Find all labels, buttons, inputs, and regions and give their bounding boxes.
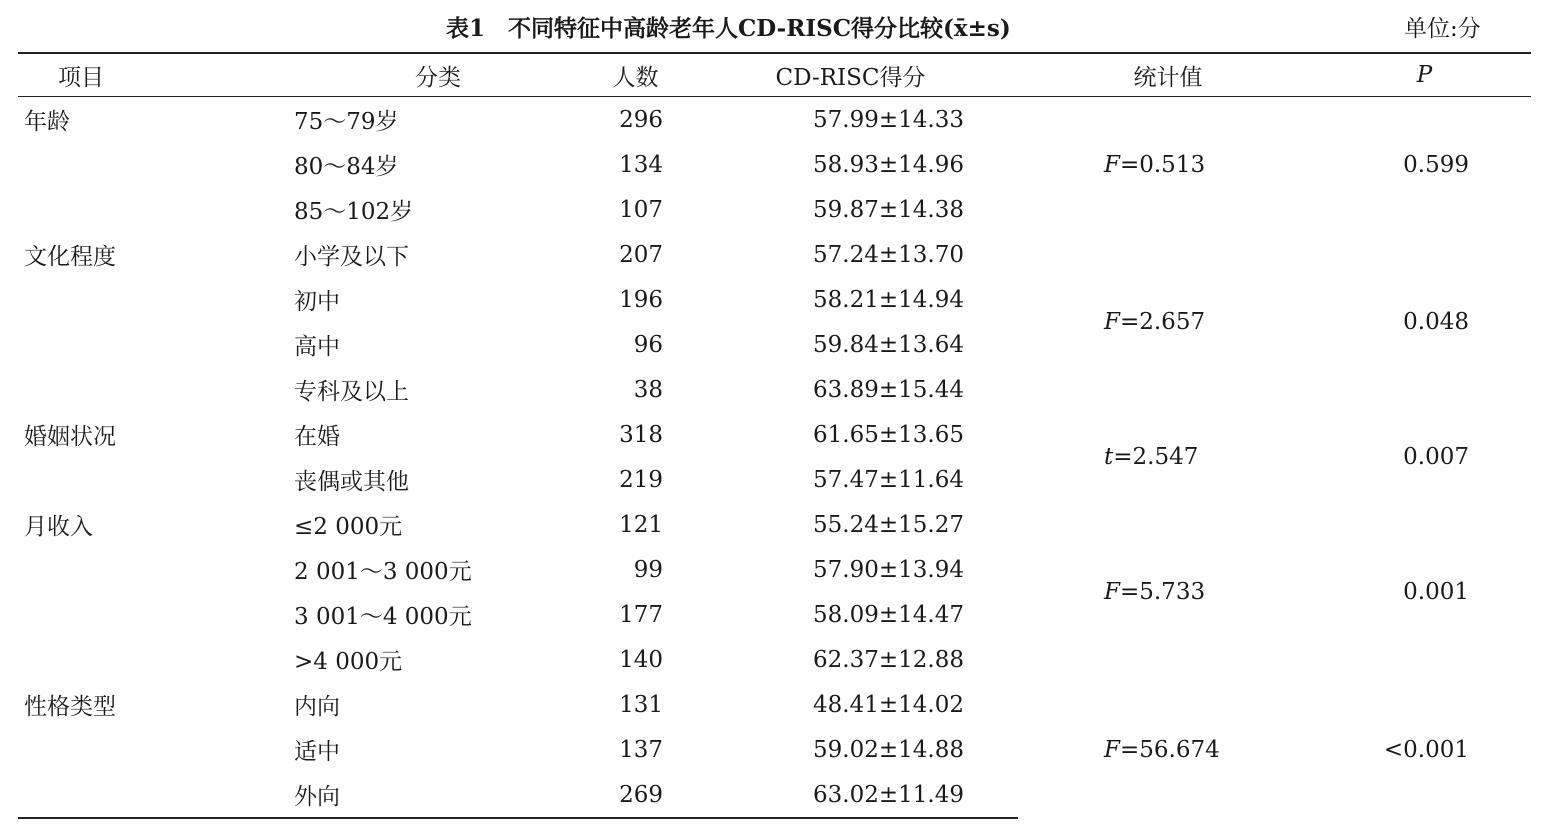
score-cell: 62.37±12.88: [813, 646, 964, 673]
header-p-value: P: [1318, 53, 1531, 97]
category-cell: 85～102岁: [294, 199, 414, 225]
category-cell: ≤2 000元: [294, 514, 403, 540]
count-cell: 318: [619, 421, 663, 448]
statistic-cell: [1018, 682, 1318, 818]
data-table: [18, 52, 1531, 819]
statistic-symbol: F: [1104, 309, 1120, 335]
count-cell: 99: [633, 556, 663, 583]
category-cell: 初中: [294, 289, 340, 315]
category-cell: 高中: [294, 334, 340, 360]
score-cell: 57.90±13.94: [813, 556, 964, 583]
count-cell: 121: [619, 511, 663, 538]
item-cell: [18, 187, 288, 232]
item-cell: [18, 637, 288, 682]
p-value-cell: <0.001: [1383, 737, 1469, 763]
score-cell: 63.89±15.44: [813, 376, 964, 403]
table-row: [18, 682, 1531, 727]
statistic-cell: [1018, 232, 1318, 412]
score-cell: 59.84±13.64: [813, 331, 964, 358]
count-cell: 140: [619, 646, 663, 673]
category-cell: 专科及以上: [294, 379, 409, 405]
score-cell: 55.24±15.27: [813, 511, 964, 538]
statistic-symbol: F: [1104, 737, 1120, 763]
category-cell: 80～84岁: [294, 154, 399, 180]
count-cell: 207: [619, 241, 663, 268]
header-row: [18, 53, 1531, 97]
count-cell: 134: [619, 151, 663, 178]
p-value-cell: 0.048: [1403, 309, 1469, 335]
item-cell: [18, 772, 288, 818]
score-cell: 57.47±11.64: [813, 466, 964, 493]
p-value-cell: 0.599: [1403, 151, 1469, 178]
table-row: [18, 412, 1531, 457]
score-cell: 58.21±14.94: [813, 286, 964, 313]
statistic-cell: [1018, 412, 1318, 502]
statistic-symbol: F: [1104, 151, 1120, 178]
category-cell: 丧偶或其他: [294, 469, 409, 495]
item-cell: [18, 727, 288, 772]
p-value-cell: 0.007: [1403, 444, 1469, 470]
score-cell: 63.02±11.49: [683, 772, 1018, 818]
count-cell: 269: [588, 772, 683, 818]
statistic-cell: [1018, 502, 1318, 682]
item-cell: [18, 457, 288, 502]
statistic-symbol: t: [1104, 444, 1114, 470]
category-cell: 2 001～3 000元: [294, 559, 472, 585]
header-score: CD-RISC得分: [683, 53, 1018, 97]
item-cell: 性格类型: [24, 694, 116, 720]
statistic-value: =0.513: [1119, 151, 1206, 178]
header-count: 人数: [588, 53, 683, 97]
header-statistic: 统计值: [1018, 53, 1318, 97]
count-cell: 107: [619, 196, 663, 223]
count-cell: 137: [619, 736, 663, 763]
statistic-value: =2.547: [1113, 444, 1199, 470]
item-cell: 年龄: [24, 109, 70, 135]
item-cell: [18, 322, 288, 367]
statistic-value: =56.674: [1119, 737, 1220, 763]
statistic-value: =2.657: [1119, 309, 1206, 335]
category-cell: 在婚: [294, 424, 340, 450]
item-cell: [18, 547, 288, 592]
header-category: 分类: [288, 53, 588, 97]
table-body: [18, 97, 1531, 819]
score-cell: 58.93±14.96: [813, 151, 964, 178]
count-cell: 219: [619, 466, 663, 493]
count-cell: 38: [633, 376, 663, 403]
item-cell: [18, 142, 288, 187]
table-row: [18, 232, 1531, 277]
table-row: [18, 97, 1531, 143]
count-cell: 96: [633, 331, 663, 358]
category-cell: >4 000元: [294, 649, 403, 675]
category-cell: 适中: [294, 739, 340, 765]
count-cell: 296: [619, 106, 663, 133]
score-cell: 59.02±14.88: [813, 736, 964, 763]
count-cell: 131: [619, 691, 663, 718]
item-cell: 婚姻状况: [24, 424, 116, 450]
statistic-cell: [1018, 97, 1318, 233]
count-cell: 177: [619, 601, 663, 628]
item-cell: 文化程度: [24, 244, 116, 270]
item-cell: [18, 592, 288, 637]
score-cell: 48.41±14.02: [813, 691, 964, 718]
table-row: [18, 502, 1531, 547]
category-cell: 75～79岁: [294, 109, 399, 135]
item-cell: [18, 277, 288, 322]
p-value-cell: 0.001: [1403, 579, 1469, 605]
statistic-symbol: F: [1104, 579, 1120, 605]
table-caption: [0, 6, 1557, 42]
category-cell: 内向: [294, 694, 340, 720]
table-container: [18, 52, 1531, 819]
category-cell: 小学及以下: [294, 244, 409, 270]
count-cell: 196: [619, 286, 663, 313]
category-cell: 3 001～4 000元: [294, 604, 472, 630]
header-item: 项目: [18, 53, 288, 97]
statistic-value: =5.733: [1119, 579, 1206, 605]
table-unit: 单位:分: [1404, 16, 1481, 42]
category-cell: 外向: [288, 772, 588, 818]
score-cell: 58.09±14.47: [813, 601, 964, 628]
table-title: 表1 不同特征中高龄老年人CD-RISC得分比较(x̄±s): [446, 15, 1011, 42]
item-cell: 月收入: [24, 514, 93, 540]
score-cell: 59.87±14.38: [813, 196, 964, 223]
score-cell: 61.65±13.65: [813, 421, 964, 448]
score-cell: 57.99±14.33: [813, 106, 964, 133]
item-cell: [18, 367, 288, 412]
score-cell: 57.24±13.70: [813, 241, 964, 268]
